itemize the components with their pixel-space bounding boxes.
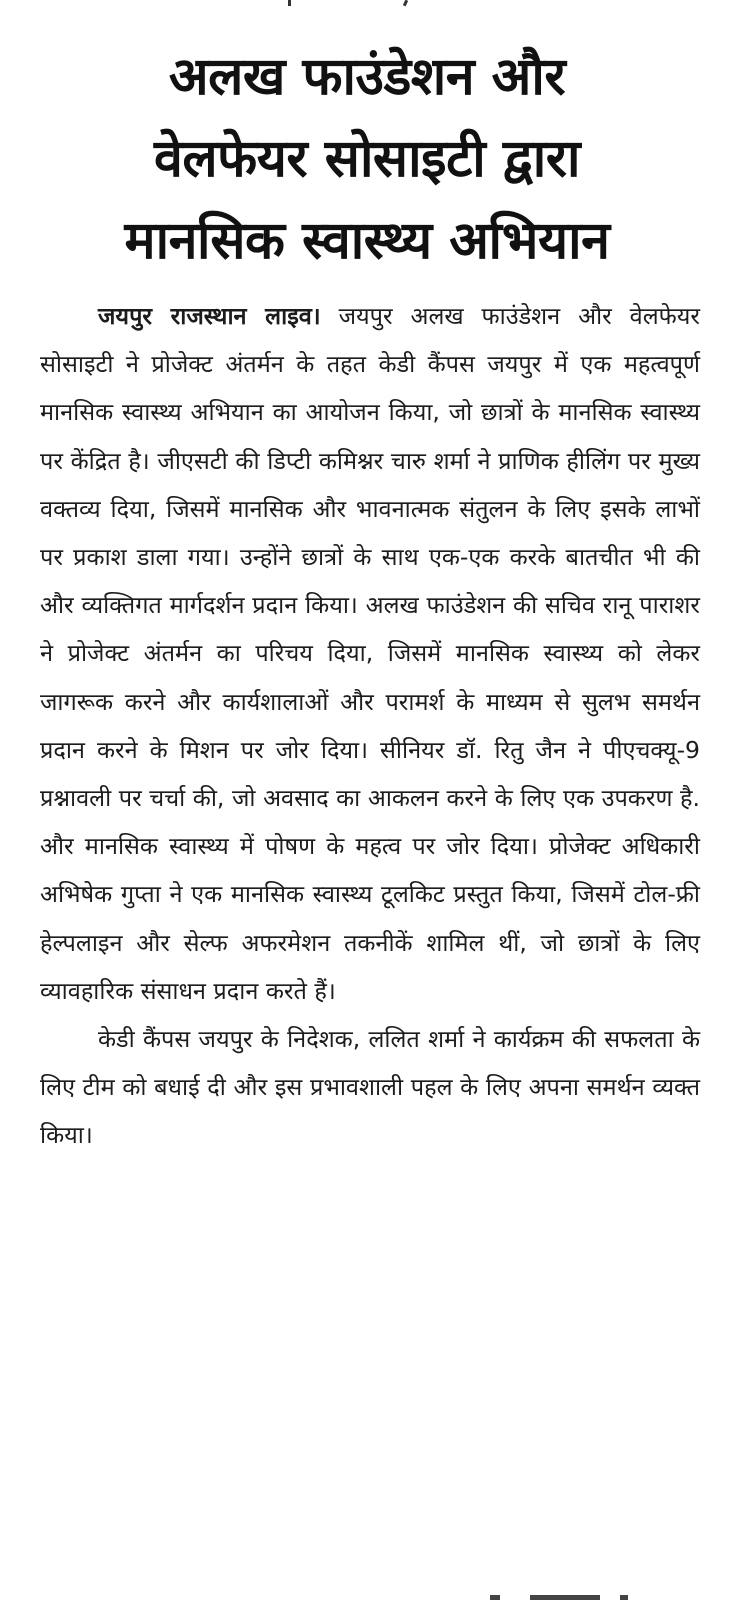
dateline: जयपुर राजस्थान लाइव। (98, 302, 321, 330)
paragraph-1-text: जयपुर अलख फाउंडेशन और वेलफेयर सोसाइटी ने प्रोजेक्ट अंतर्मन के तहत केडी कैंपस जयपुर में एक महत्वपूर्ण मानसिक स्वास्थ्य अभियान का आयोजन किया, जो छात्रों के मानसिक स्वास्थ्य पर केंद्रित है। जीएसटी की डिप्टी कमिश्नर चारु शर्मा ने प्राणिक हीलिंग पर मुख्य वक्तव्य दिया, जिसमें मानसिक और भावनात्मक संतुलन के लिए इसके लाभों पर प्रकाश डाला गया। उन्होंने छात्रों के साथ एक-एक करके बातचीत भी की और व्यक्तिगत मार्गदर्शन प्रदान किया। अलख फाउंडेशन की सचिव रानू पाराशर ने प्रोजेक्ट अंतर्मन का परिचय दिया, जिसमें मानसिक स्वास्थ्य को लेकर जागरूक करने और कार्यशालाओं और परामर्श के माध्यम से सुलभ समर्थन प्रदान करने के मिशन पर जोर दिया। सीनियर डॉ. रितु जैन ने पीएचक्यू-9 प्रश्नावली पर चर्चा की, जो अवसाद का आकलन करने के लिए एक उपकरण है. और मानसिक स्वास्थ्य में पोषण के महत्व पर जोर दिया। प्रोजेक्ट अधिकारी अभिषेक गुप्ता ने एक मानसिक स्वास्थ्य टूलकिट प्रस्तुत किया, जिसमें टोल-फ्री हेल्पलाइन और सेल्फ अफरमेशन तकनीकें शामिल थीं, जो छात्रों के लिए व्यावहारिक संसाधन प्रदान करते हैं। (40, 302, 700, 1005)
article-body (40, 292, 700, 1160)
headline-line-3: मानसिक स्वास्थ्य अभियान (124, 211, 610, 271)
article-paragraph-1 (40, 292, 700, 1015)
cropped-text-remnant-top (286, 0, 446, 8)
headline-line-1: अलख फाउंडेशन और (168, 47, 566, 107)
article-headline (0, 0, 734, 282)
headline-line-2: वेलफेयर सोसाइटी द्वारा (154, 129, 580, 189)
article-paragraph-2 (40, 1015, 700, 1160)
paragraph-2-text: केडी कैंपस जयपुर के निदेशक, ललित शर्मा ने कार्यक्रम की सफलता के लिए टीम को बधाई दी और इस प्रभावशाली पहल के लिए अपना समर्थन व्यक्त किया। (40, 1025, 700, 1150)
cropped-text-remnant-bottom (470, 1590, 650, 1600)
